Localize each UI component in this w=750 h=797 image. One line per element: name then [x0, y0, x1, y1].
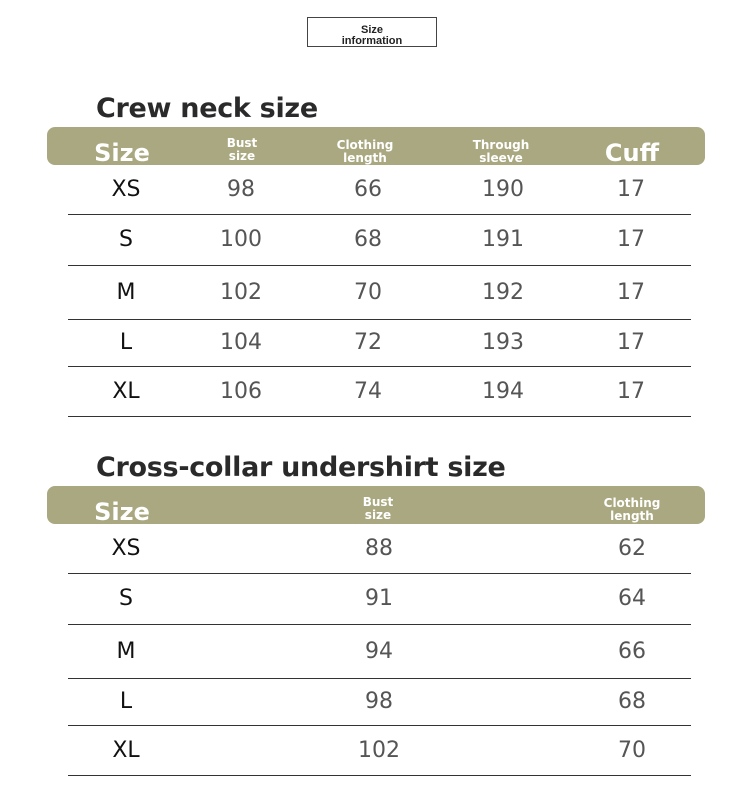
- crew-header-sleeve: [465, 139, 537, 165]
- crew-header-bust: [207, 137, 277, 163]
- cell-bust: 104: [220, 330, 262, 355]
- cross-header-length-line1: Clothing: [603, 496, 661, 510]
- table-row: [68, 625, 691, 679]
- crew-header-sleeve-line2: sleeve: [479, 151, 523, 165]
- cross-header-bar: [47, 486, 705, 524]
- cell-bust: 102: [220, 280, 262, 305]
- cell-length: 66: [354, 177, 382, 202]
- cell-bust: 94: [365, 639, 393, 664]
- cell-length: 68: [618, 689, 646, 714]
- cell-length: 70: [354, 280, 382, 305]
- size-information-badge: [307, 17, 437, 47]
- crew-header-bust-line2: size: [228, 149, 256, 163]
- cell-bust: 100: [220, 227, 262, 252]
- cell-length: 68: [354, 227, 382, 252]
- cell-length: 66: [618, 639, 646, 664]
- crew-header-length: [330, 139, 400, 165]
- cell-size: S: [119, 227, 133, 252]
- cell-size: M: [116, 639, 136, 664]
- cell-bust: 98: [227, 177, 255, 202]
- cell-bust: 91: [365, 586, 393, 611]
- crew-header-bust-line1: Bust: [226, 136, 258, 150]
- cell-size: L: [119, 689, 133, 714]
- cross-header-bust-line1: Bust: [362, 495, 394, 509]
- cross-header-bust: [343, 496, 413, 522]
- table-row: [68, 574, 691, 625]
- table-row: [68, 215, 691, 266]
- crew-header-sleeve-line1: Through: [472, 138, 530, 152]
- table-row: [68, 367, 691, 417]
- cell-cuff: 17: [617, 227, 645, 252]
- cell-length: 62: [618, 536, 646, 561]
- cross-header-size: Size: [94, 498, 150, 526]
- cross-header-length-line2: length: [610, 509, 654, 523]
- crew-header-size: Size: [94, 139, 150, 167]
- badge-line-1: Size: [360, 24, 383, 36]
- cell-sleeve: 190: [482, 177, 524, 202]
- crew-header-cuff: Cuff: [604, 139, 660, 167]
- cell-length: 72: [354, 330, 382, 355]
- cell-size: XL: [112, 379, 140, 404]
- cell-size: L: [119, 330, 133, 355]
- table-row: [68, 266, 691, 320]
- cell-sleeve: 194: [482, 379, 524, 404]
- cell-sleeve: 192: [482, 280, 524, 305]
- cell-cuff: 17: [617, 177, 645, 202]
- cross-header-length: [597, 497, 667, 523]
- table-row: [68, 726, 691, 776]
- crew-neck-title: Crew neck size: [96, 93, 318, 124]
- cell-length: 64: [618, 586, 646, 611]
- cell-bust: 106: [220, 379, 262, 404]
- crew-header-length-line1: Clothing: [336, 138, 394, 152]
- badge-line-2: information: [341, 35, 403, 47]
- cell-length: 74: [354, 379, 382, 404]
- table-row: [68, 679, 691, 726]
- cell-size: XS: [111, 536, 141, 561]
- crew-header-length-line2: length: [343, 151, 387, 165]
- table-row: [68, 525, 691, 574]
- cell-size: XS: [111, 177, 141, 202]
- cell-cuff: 17: [617, 330, 645, 355]
- cell-sleeve: 191: [482, 227, 524, 252]
- cell-size: S: [119, 586, 133, 611]
- cell-bust: 88: [365, 536, 393, 561]
- cell-cuff: 17: [617, 379, 645, 404]
- cross-collar-title: Cross-collar undershirt size: [96, 452, 506, 483]
- cell-size: M: [116, 280, 136, 305]
- cell-sleeve: 193: [482, 330, 524, 355]
- cell-bust: 102: [358, 738, 400, 763]
- cell-cuff: 17: [617, 280, 645, 305]
- table-row: [68, 166, 691, 215]
- table-row: [68, 320, 691, 367]
- cell-length: 70: [618, 738, 646, 763]
- crew-header-bar: [47, 127, 705, 165]
- cell-size: XL: [112, 738, 140, 763]
- cross-header-bust-line2: size: [364, 508, 392, 522]
- cell-bust: 98: [365, 689, 393, 714]
